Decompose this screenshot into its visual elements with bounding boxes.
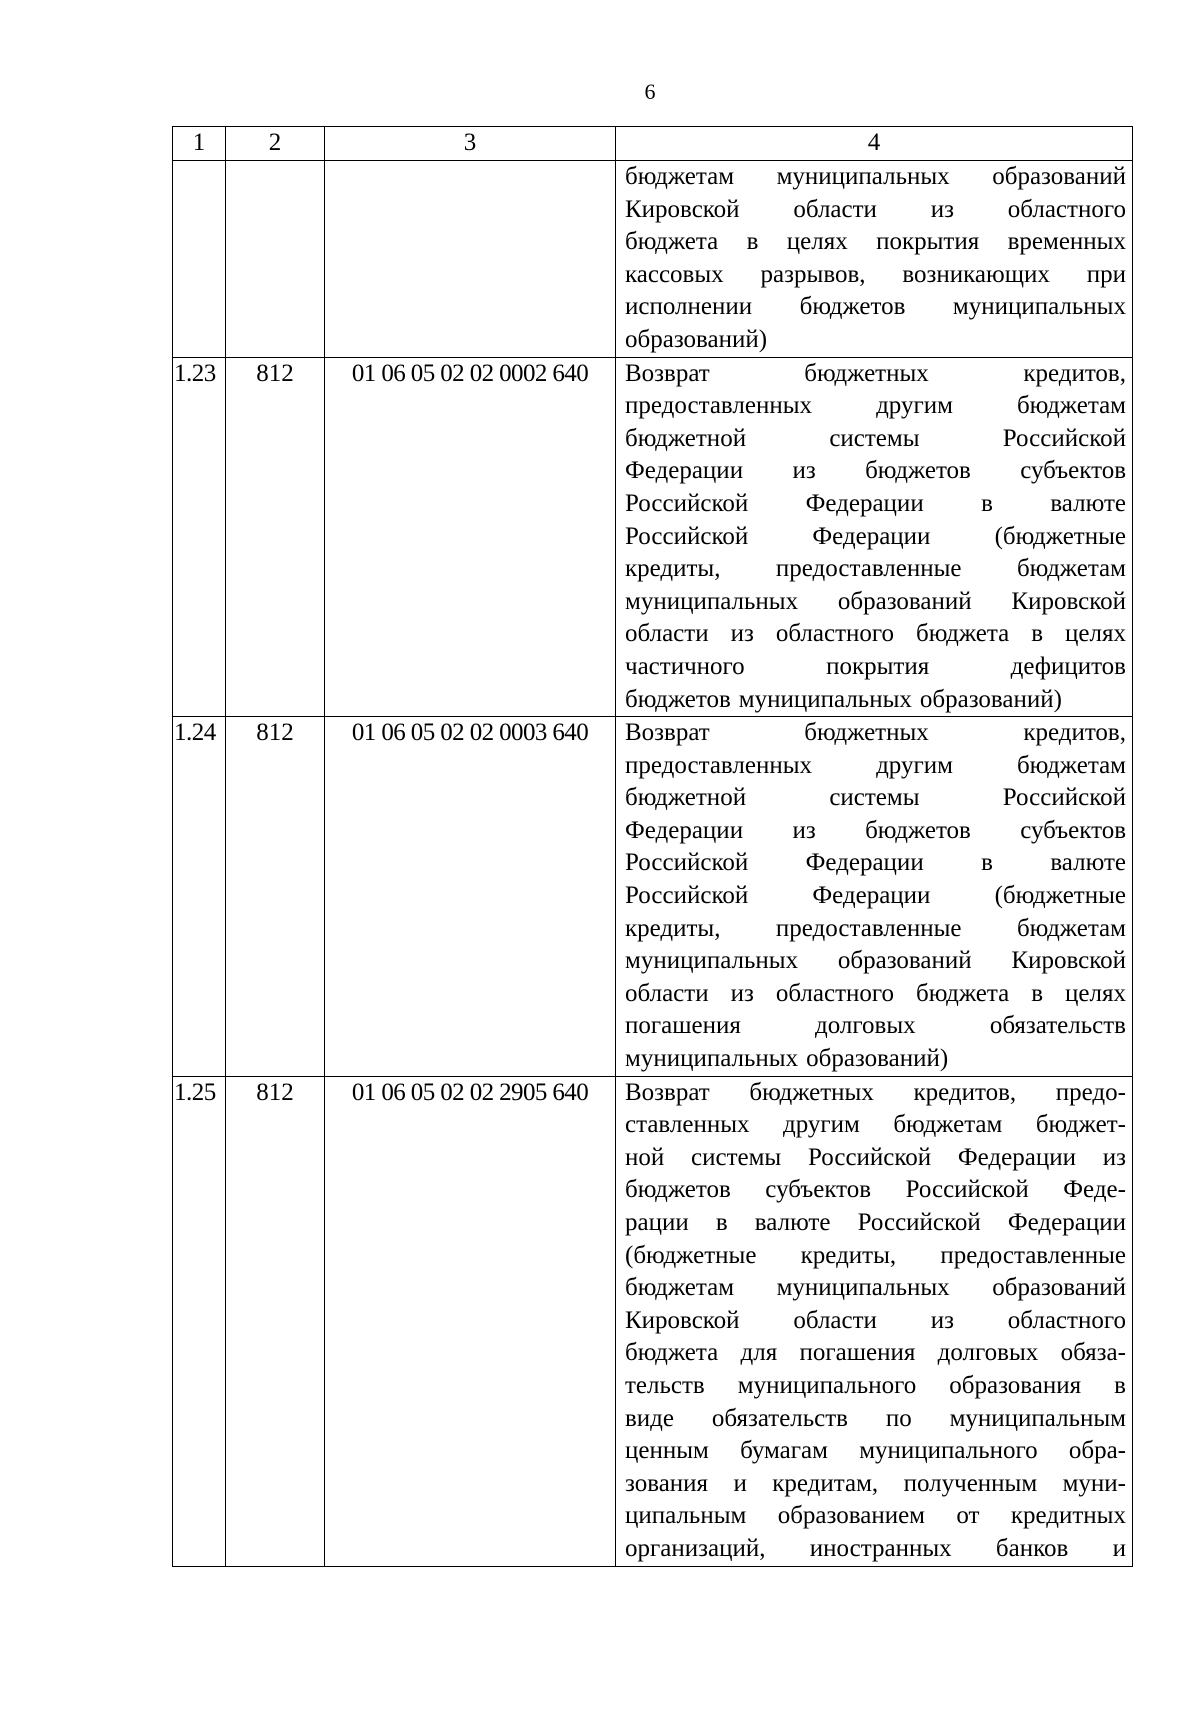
page-number: 6 <box>644 79 656 104</box>
description-line: образований) <box>625 325 768 353</box>
description-line: области из областного бюджета в целях <box>625 620 1126 648</box>
admin-code-cell: 812 <box>226 1076 325 1566</box>
description-line: Федерации из бюджетов субъектов <box>625 816 1126 844</box>
row-number-cell: 1.24 <box>173 717 226 1077</box>
description-line: Кировской области из областного <box>625 195 1126 223</box>
admin-code-cell: 812 <box>226 357 325 717</box>
description-line: Российской Федерации в валюте <box>625 489 1126 517</box>
description-line: кассовых разрывов, возникающих при <box>625 260 1126 288</box>
description-line: предоставленных другим бюджетам <box>625 392 1126 420</box>
description-line: предоставленных другим бюджетам <box>625 751 1126 779</box>
budget-classification-code-cell: 01 06 05 02 02 2905 640 <box>325 1076 616 1566</box>
description-line: тельств муниципального образования в <box>625 1371 1126 1399</box>
description-line: бюджетам муниципальных образований <box>625 1274 1126 1302</box>
description-line: бюджетов муниципальных образований) <box>625 685 1062 713</box>
description-line: Российской Федерации (бюджетные <box>625 522 1126 550</box>
budget-classification-code-cell: 01 06 05 02 02 0002 640 <box>325 357 616 717</box>
description-line: погашения долговых обязательств <box>625 1012 1126 1040</box>
description-line: ставленных другим бюджетам бюджет- <box>625 1111 1126 1139</box>
description-line: рации в валюте Российской Федерации <box>625 1209 1126 1236</box>
description-line: бюджета для погашения долговых обяза- <box>625 1339 1126 1367</box>
description-cell <box>616 717 1133 1077</box>
description-line: Российской Федерации в валюте <box>625 849 1126 877</box>
description-line: области из областного бюджета в целях <box>625 979 1126 1007</box>
admin-code-cell <box>226 161 325 358</box>
description-line: организаций, иностранных банков и <box>625 1534 1126 1562</box>
budget-codes-table <box>172 126 1133 1567</box>
row-number-cell: 1.23 <box>173 357 226 717</box>
description-line: исполнении бюджетов муниципальных <box>625 293 1126 321</box>
description-line: Российской Федерации (бюджетные <box>625 882 1126 910</box>
description-line: Возврат бюджетных кредитов, предо- <box>625 1078 1126 1106</box>
description-line: Возврат бюджетных кредитов, <box>625 359 1126 387</box>
description-line: Кировской области из областного <box>625 1306 1126 1334</box>
table-row <box>173 161 1133 358</box>
description-line: бюджетов субъектов Российской Феде- <box>625 1176 1126 1204</box>
description-line: ценным бумагам муниципального обра- <box>625 1437 1126 1465</box>
column-header-2: 2 <box>226 127 325 161</box>
description-line: кредиты, предоставленные бюджетам <box>625 555 1126 583</box>
description-line: частичного покрытия дефицитов <box>625 652 1126 680</box>
table-body <box>173 161 1133 1567</box>
table-row <box>173 717 1133 1077</box>
column-header-3: 3 <box>325 127 616 161</box>
row-number-cell <box>173 161 226 358</box>
description-line: бюджетам муниципальных образований <box>625 163 1126 190</box>
description-line: муниципальных образований Кировской <box>625 947 1126 975</box>
budget-classification-code-cell: 01 06 05 02 02 0003 640 <box>325 717 616 1077</box>
description-line: бюджета в целях покрытия временных <box>625 228 1126 256</box>
column-header-1: 1 <box>173 127 226 161</box>
description-line: зования и кредитам, полученным муни- <box>625 1469 1126 1497</box>
description-line: бюджетной системы Российской <box>625 784 1126 812</box>
description-cell <box>616 357 1133 717</box>
admin-code-cell: 812 <box>226 717 325 1077</box>
description-line: муниципальных образований) <box>625 1045 949 1073</box>
description-line: Возврат бюджетных кредитов, <box>625 719 1126 747</box>
table-header <box>173 127 1133 161</box>
description-line: кредиты, предоставленные бюджетам <box>625 914 1126 942</box>
column-header-4: 4 <box>616 127 1133 161</box>
table-row <box>173 1076 1133 1566</box>
description-line: Федерации из бюджетов субъектов <box>625 457 1126 485</box>
description-line: ципальным образованием от кредитных <box>625 1502 1126 1530</box>
description-cell <box>616 1076 1133 1566</box>
table-row <box>173 357 1133 717</box>
table-header-row <box>173 127 1133 161</box>
description-line: виде обязательств по муниципальным <box>625 1404 1126 1432</box>
description-line: ной системы Российской Федерации из <box>625 1143 1126 1171</box>
description-line: бюджетной системы Российской <box>625 424 1126 452</box>
description-cell <box>616 161 1133 358</box>
row-number-cell: 1.25 <box>173 1076 226 1566</box>
budget-classification-code-cell <box>325 161 616 358</box>
description-line: (бюджетные кредиты, предоставленные <box>625 1241 1126 1269</box>
description-line: муниципальных образований Кировской <box>625 587 1126 615</box>
